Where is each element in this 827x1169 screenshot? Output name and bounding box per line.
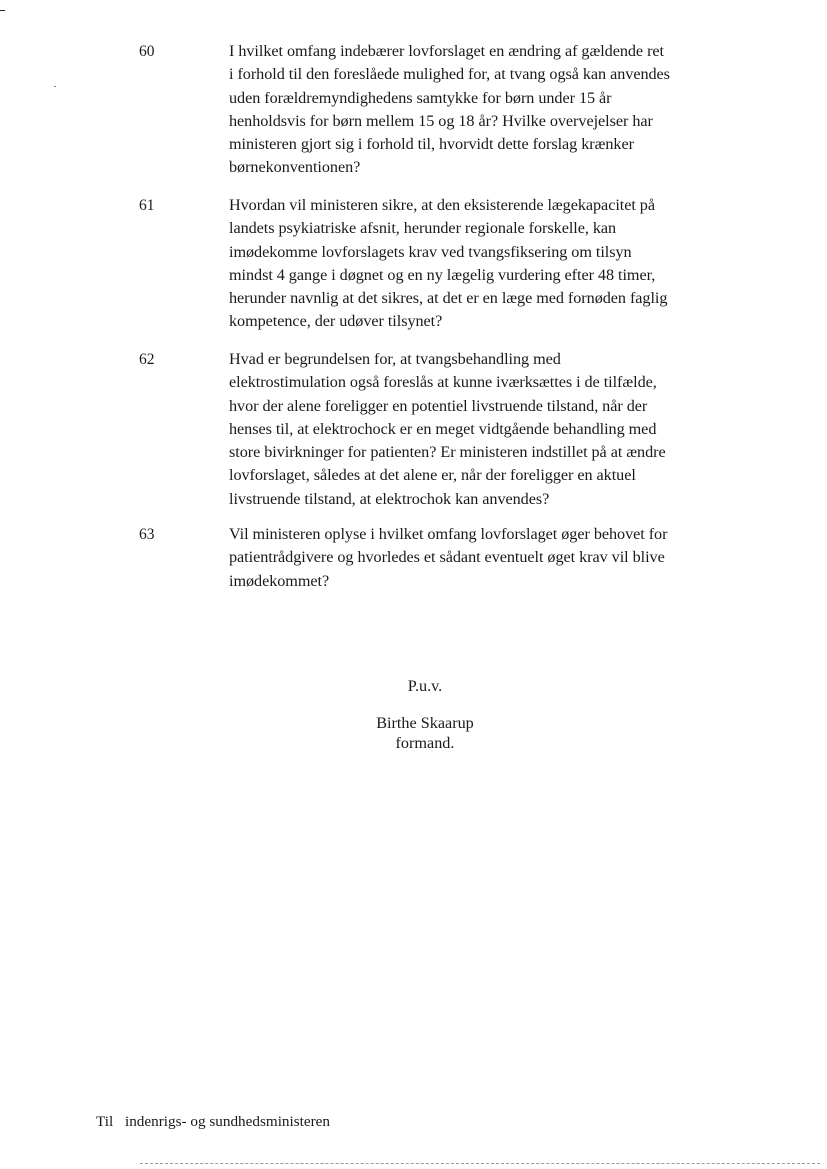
recipient-prefix: Til — [96, 1113, 114, 1130]
signature-block — [300, 713, 550, 753]
text-line: I hvilket omfang indebærer lovforslaget en ændring af gældende ret — [229, 42, 664, 60]
text-line: børnekonventionen? — [229, 158, 361, 177]
signer-title: formand. — [395, 734, 455, 752]
text-line: patientrådgivere og hvorledes et sådant eventuelt øget krav vil blive — [229, 548, 665, 567]
text-line: ministeren gjort sig i forhold til, hvorvidt dette forslag krænker — [229, 135, 634, 154]
text-line: imødekomme lovforslagets krav ved tvangsfiksering om tilsyn — [229, 242, 632, 261]
scan-speck — [54, 86, 56, 87]
text-line: store bivirkninger for patienten? Er ministeren indstillet på at ændre — [229, 443, 666, 462]
text-line: livstruende tilstand, at elektrochok kan anvendes? — [229, 489, 550, 508]
recipient-line — [96, 1112, 330, 1132]
text-line: landets psykiatriske afsnit, herunder regionale forskelle, kan — [229, 219, 617, 238]
question-text — [229, 194, 749, 334]
text-line: henholdsvis for børn mellem 15 og 18 år? Hvilke overvejelser har — [229, 111, 653, 130]
text-line: hvor der alene foreligger en potentiel livstruende tilstand, når der — [229, 396, 648, 415]
question-text — [229, 40, 749, 180]
text-line: Hvad er begrundelsen for, at tvangsbehandling med — [229, 350, 561, 368]
text-line: elektrostimulation også foreslås at kunne iværksættes i de tilfælde, — [229, 373, 657, 392]
text-line: mindst 4 gange i døgnet og en ny lægelig vurdering efter 48 timer, — [229, 265, 656, 284]
text-line: Vil ministeren oplyse i hvilket omfang lovforslaget øger behovet for — [229, 525, 668, 543]
text-line: Hvordan vil ministeren sikre, at den eksisterende lægekapacitet på — [229, 196, 655, 214]
text-line: imødekommet? — [229, 571, 330, 590]
text-line: uden forældremyndighedens samtykke for børn under 15 år — [229, 88, 612, 107]
question-number: 63 — [139, 526, 155, 543]
text-line: lovforslaget, således at det alene er, når der foreligger en aktuel — [229, 466, 636, 485]
text-line: henses til, at elektrochock er en meget vidtgående behandling med — [229, 419, 657, 438]
question-text — [229, 523, 749, 593]
recipient-name: indenrigs- og sundhedsministeren — [124, 1113, 330, 1130]
question-number: 62 — [139, 351, 155, 368]
scan-edge-line — [140, 1163, 820, 1164]
question-text — [229, 348, 749, 511]
closing-puv — [300, 676, 550, 696]
question-number: 61 — [139, 197, 155, 214]
scan-speck — [0, 10, 5, 11]
text-line: kompetence, der udøver tilsynet? — [229, 312, 443, 331]
text-line: herunder navnlig at det sikres, at det er en læge med fornøden faglig — [229, 289, 668, 308]
text-line: i forhold til den foreslåede mulighed for, at tvang også kan anvendes — [229, 65, 670, 84]
puv-text: P.u.v. — [407, 677, 443, 695]
question-number: 60 — [139, 43, 155, 60]
signer-name: Birthe Skaarup — [376, 714, 474, 732]
